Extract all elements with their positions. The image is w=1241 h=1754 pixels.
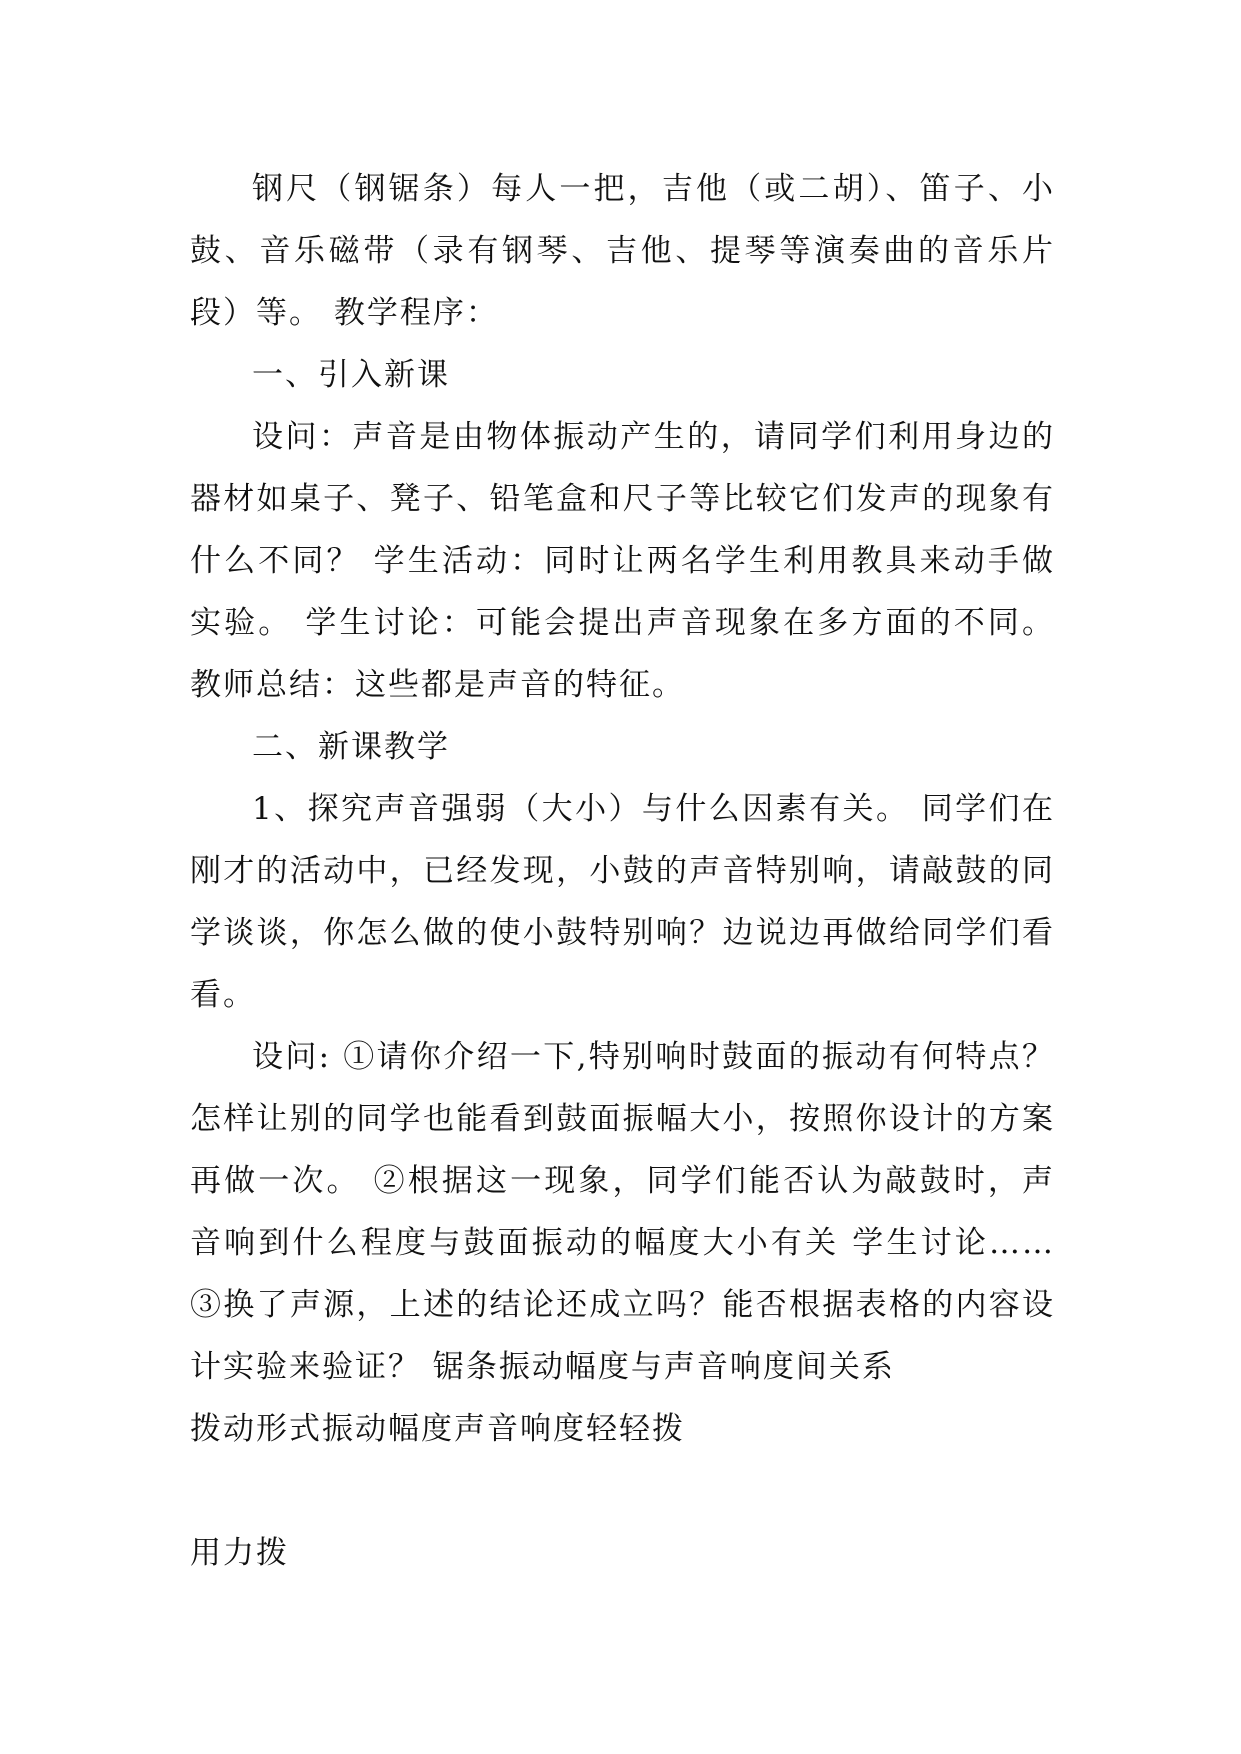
blank-line: [190, 1460, 1055, 1522]
heading-introduce-lesson: 一、引入新课: [252, 357, 450, 393]
paragraph-drum-questions: 设问: ①请你介绍一下,特别响时鼓面的振动有何特点？怎样让别的同学也能看到鼓面振幅大小，按照你设计的方案再做一次。 ②根据这一现象，同学们能否认为敲鼓时，声音响到什么程度与鼓面振动的幅度大小有关 学生讨论……③换了声源，上述的结论还成立吗？能否根据表格的内容设计实验来验证？ 锯条振动幅度与声音响度间关系: [190, 1039, 1055, 1385]
document-body: [190, 158, 1055, 1584]
paragraph-question-activity: 设问：声音是由物体振动产生的，请同学们利用身边的器材如桌子、凳子、铅笔盒和尺子等比较它们发声的现象有什么不同？ 学生活动：同时让两名学生利用教具来动手做实验。 学生讨论：可能会提出声音现象在多方面的不同。 教师总结：这些都是声音的特征。: [190, 419, 1055, 703]
table-row-strong-pluck: 用力拨: [190, 1535, 289, 1571]
paragraph-materials: 钢尺（钢锯条）每人一把，吉他（或二胡）、笛子、小鼓、音乐磁带（录有钢琴、吉他、提琴等演奏曲的音乐片段）等。 教学程序：: [190, 171, 1055, 331]
heading-new-lesson: 二、新课教学: [252, 729, 450, 765]
table-header-row: 拨动形式振动幅度声音响度轻轻拨: [190, 1411, 685, 1447]
paragraph-explore-loudness: 1、探究声音强弱（大小）与什么因素有关。 同学们在刚才的活动中，已经发现，小鼓的声音特别响，请敲鼓的同学谈谈，你怎么做的使小鼓特别响？边说边再做给同学们看看。: [190, 791, 1055, 1013]
